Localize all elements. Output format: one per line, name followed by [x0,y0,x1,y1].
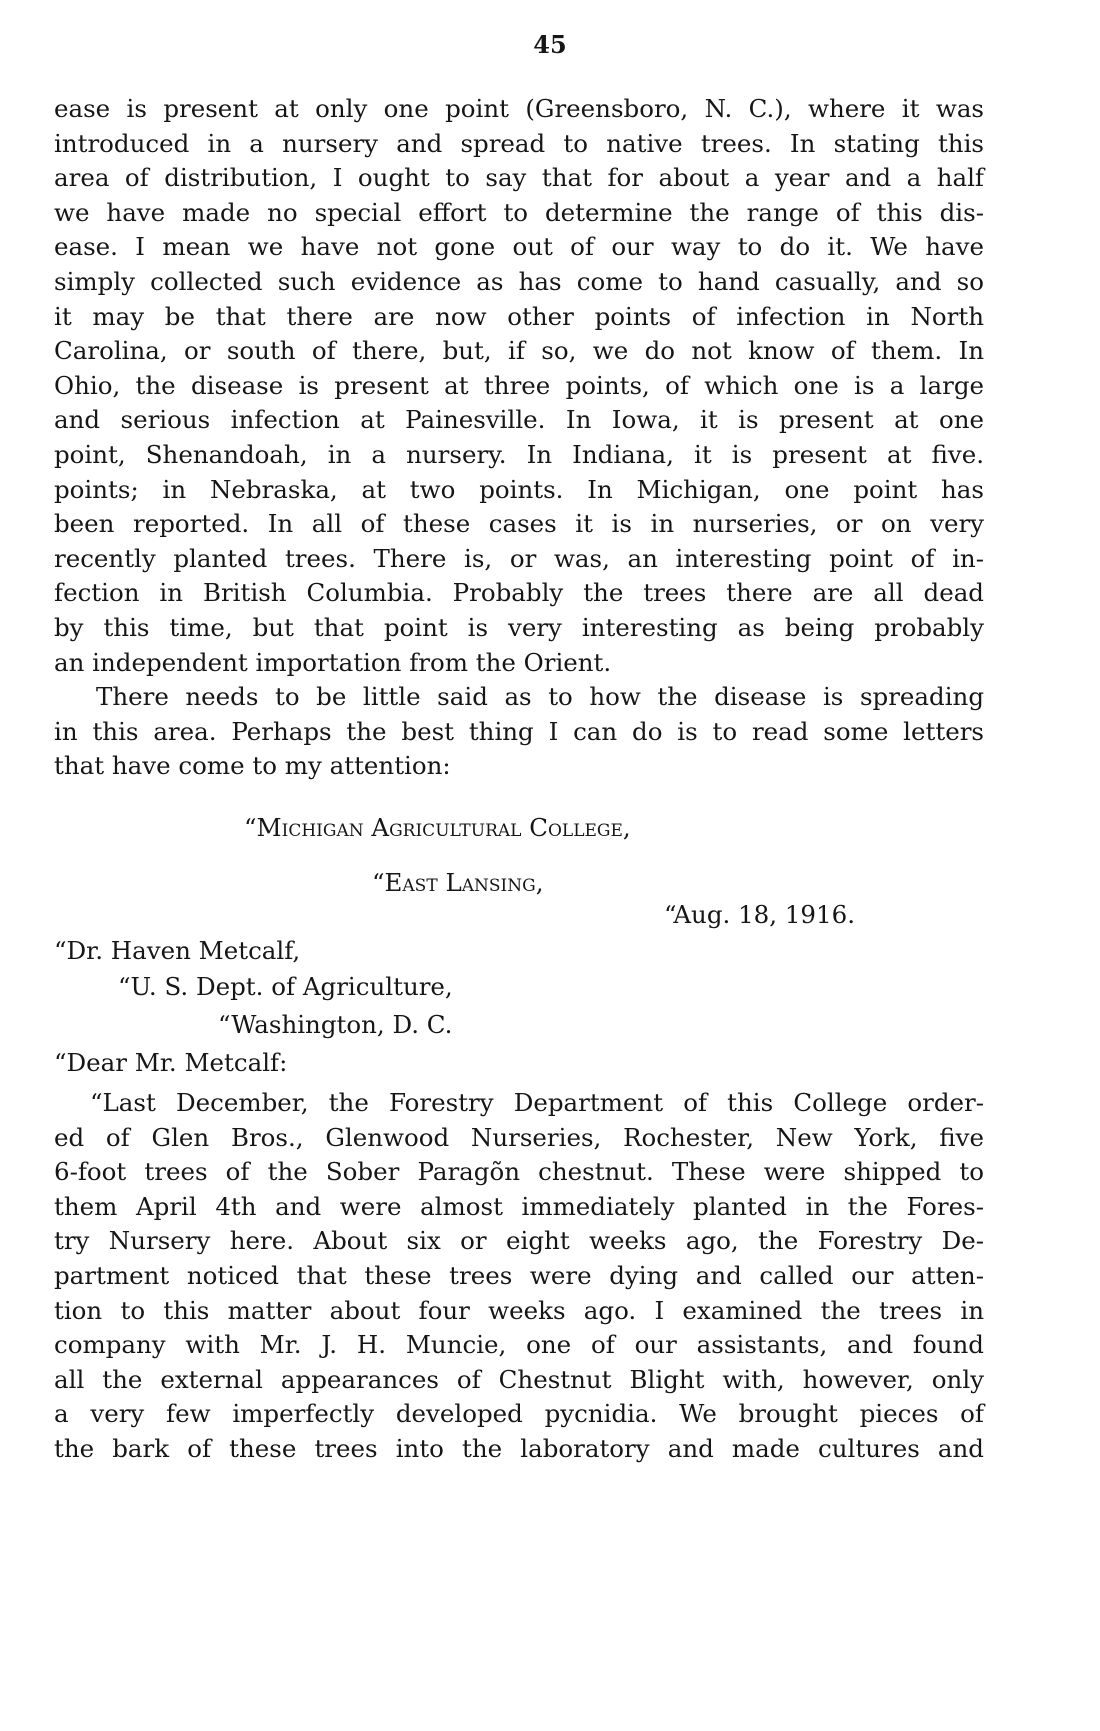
text-line: recently planted trees. There is, or was, an interesting point of in- [54,543,984,573]
addressee-name: “Dr. Haven Metcalf, [54,936,301,965]
addressee-dept: “U. S. Dept. of Agriculture, [118,972,453,1001]
paragraph-spreading [54,680,984,784]
text-line: that have come to my attention: [54,751,451,781]
text-line: area of distribution, I ought to say that for about a year and a half [54,163,984,193]
text-line: it may be that there are now other points of infection in North [54,301,984,331]
letter-city: “East Lansing, [372,868,544,897]
letter-body [54,1086,984,1467]
addressee-city: “Washington, D. C. [218,1010,453,1039]
text-line: the bark of these trees into the laboratory and made cultures and [54,1433,984,1463]
text-line: ed of Glen Bros., Glenwood Nurseries, Rochester, New York, five [54,1122,984,1152]
text-line: points; in Nebraska, at two points. In Michigan, one point has [54,474,984,504]
text-line: 6-foot trees of the Sober Paragõn chestnut. These were shipped to [54,1157,984,1187]
text-line: “Last December, the Forestry Department of this College order- [90,1088,984,1117]
text-line: partment noticed that these trees were dying and called our atten- [54,1260,984,1290]
text-line: in this area. Perhaps the best thing I can do is to read some letters [54,716,984,746]
text-line: introduced in a nursery and spread to native trees. In stating this [54,128,984,158]
text-line: a very few imperfectly developed pycnidia. We brought pieces of [54,1399,984,1429]
text-line: been reported. In all of these cases it is in nurseries, or on very [54,509,984,539]
text-line: try Nursery here. About six or eight weeks ago, the Forestry De- [54,1226,984,1256]
text-line: tion to this matter about four weeks ago. I examined the trees in [54,1295,984,1325]
text-line: an independent importation from the Orient. [54,647,612,677]
text-line: we have made no special effort to determine the range of this dis- [54,197,984,227]
text-line: point, Shenandoah, in a nursery. In Indiana, it is present at five. [54,439,984,469]
paragraph-distribution [54,92,984,680]
text-line: There needs to be little said as to how the disease is spreading [96,682,984,711]
text-line: all the external appearances of Chestnut Blight with, however, only [54,1364,984,1394]
text-line: Ohio, the disease is present at three points, of which one is a large [54,370,984,400]
page-number: 45 [533,30,567,59]
text-line: by this time, but that point is very interesting as being probably [54,612,984,642]
text-line: simply collected such evidence as has come to hand casually, and so [54,266,984,296]
text-line: ease. I mean we have not gone out of our way to do it. We have [54,232,984,262]
text-line: company with Mr. J. H. Muncie, one of our assistants, and found [54,1330,984,1360]
text-line: Carolina, or south of there, but, if so, we do not know of them. In [54,336,984,366]
text-line: them April 4th and were almost immediately planted in the Fores- [54,1191,984,1221]
text-line: ease is present at only one point (Greensboro, N. C.), where it was [54,94,984,123]
salutation: “Dear Mr. Metcalf: [54,1048,288,1077]
text-line: and serious infection at Painesville. In Iowa, it is present at one [54,405,984,435]
letter-date: “Aug. 18, 1916. [664,900,855,929]
text-line: fection in British Columbia. Probably the trees there are all dead [54,578,984,608]
letter-institution: “Michigan Agricultural College, [244,813,631,842]
